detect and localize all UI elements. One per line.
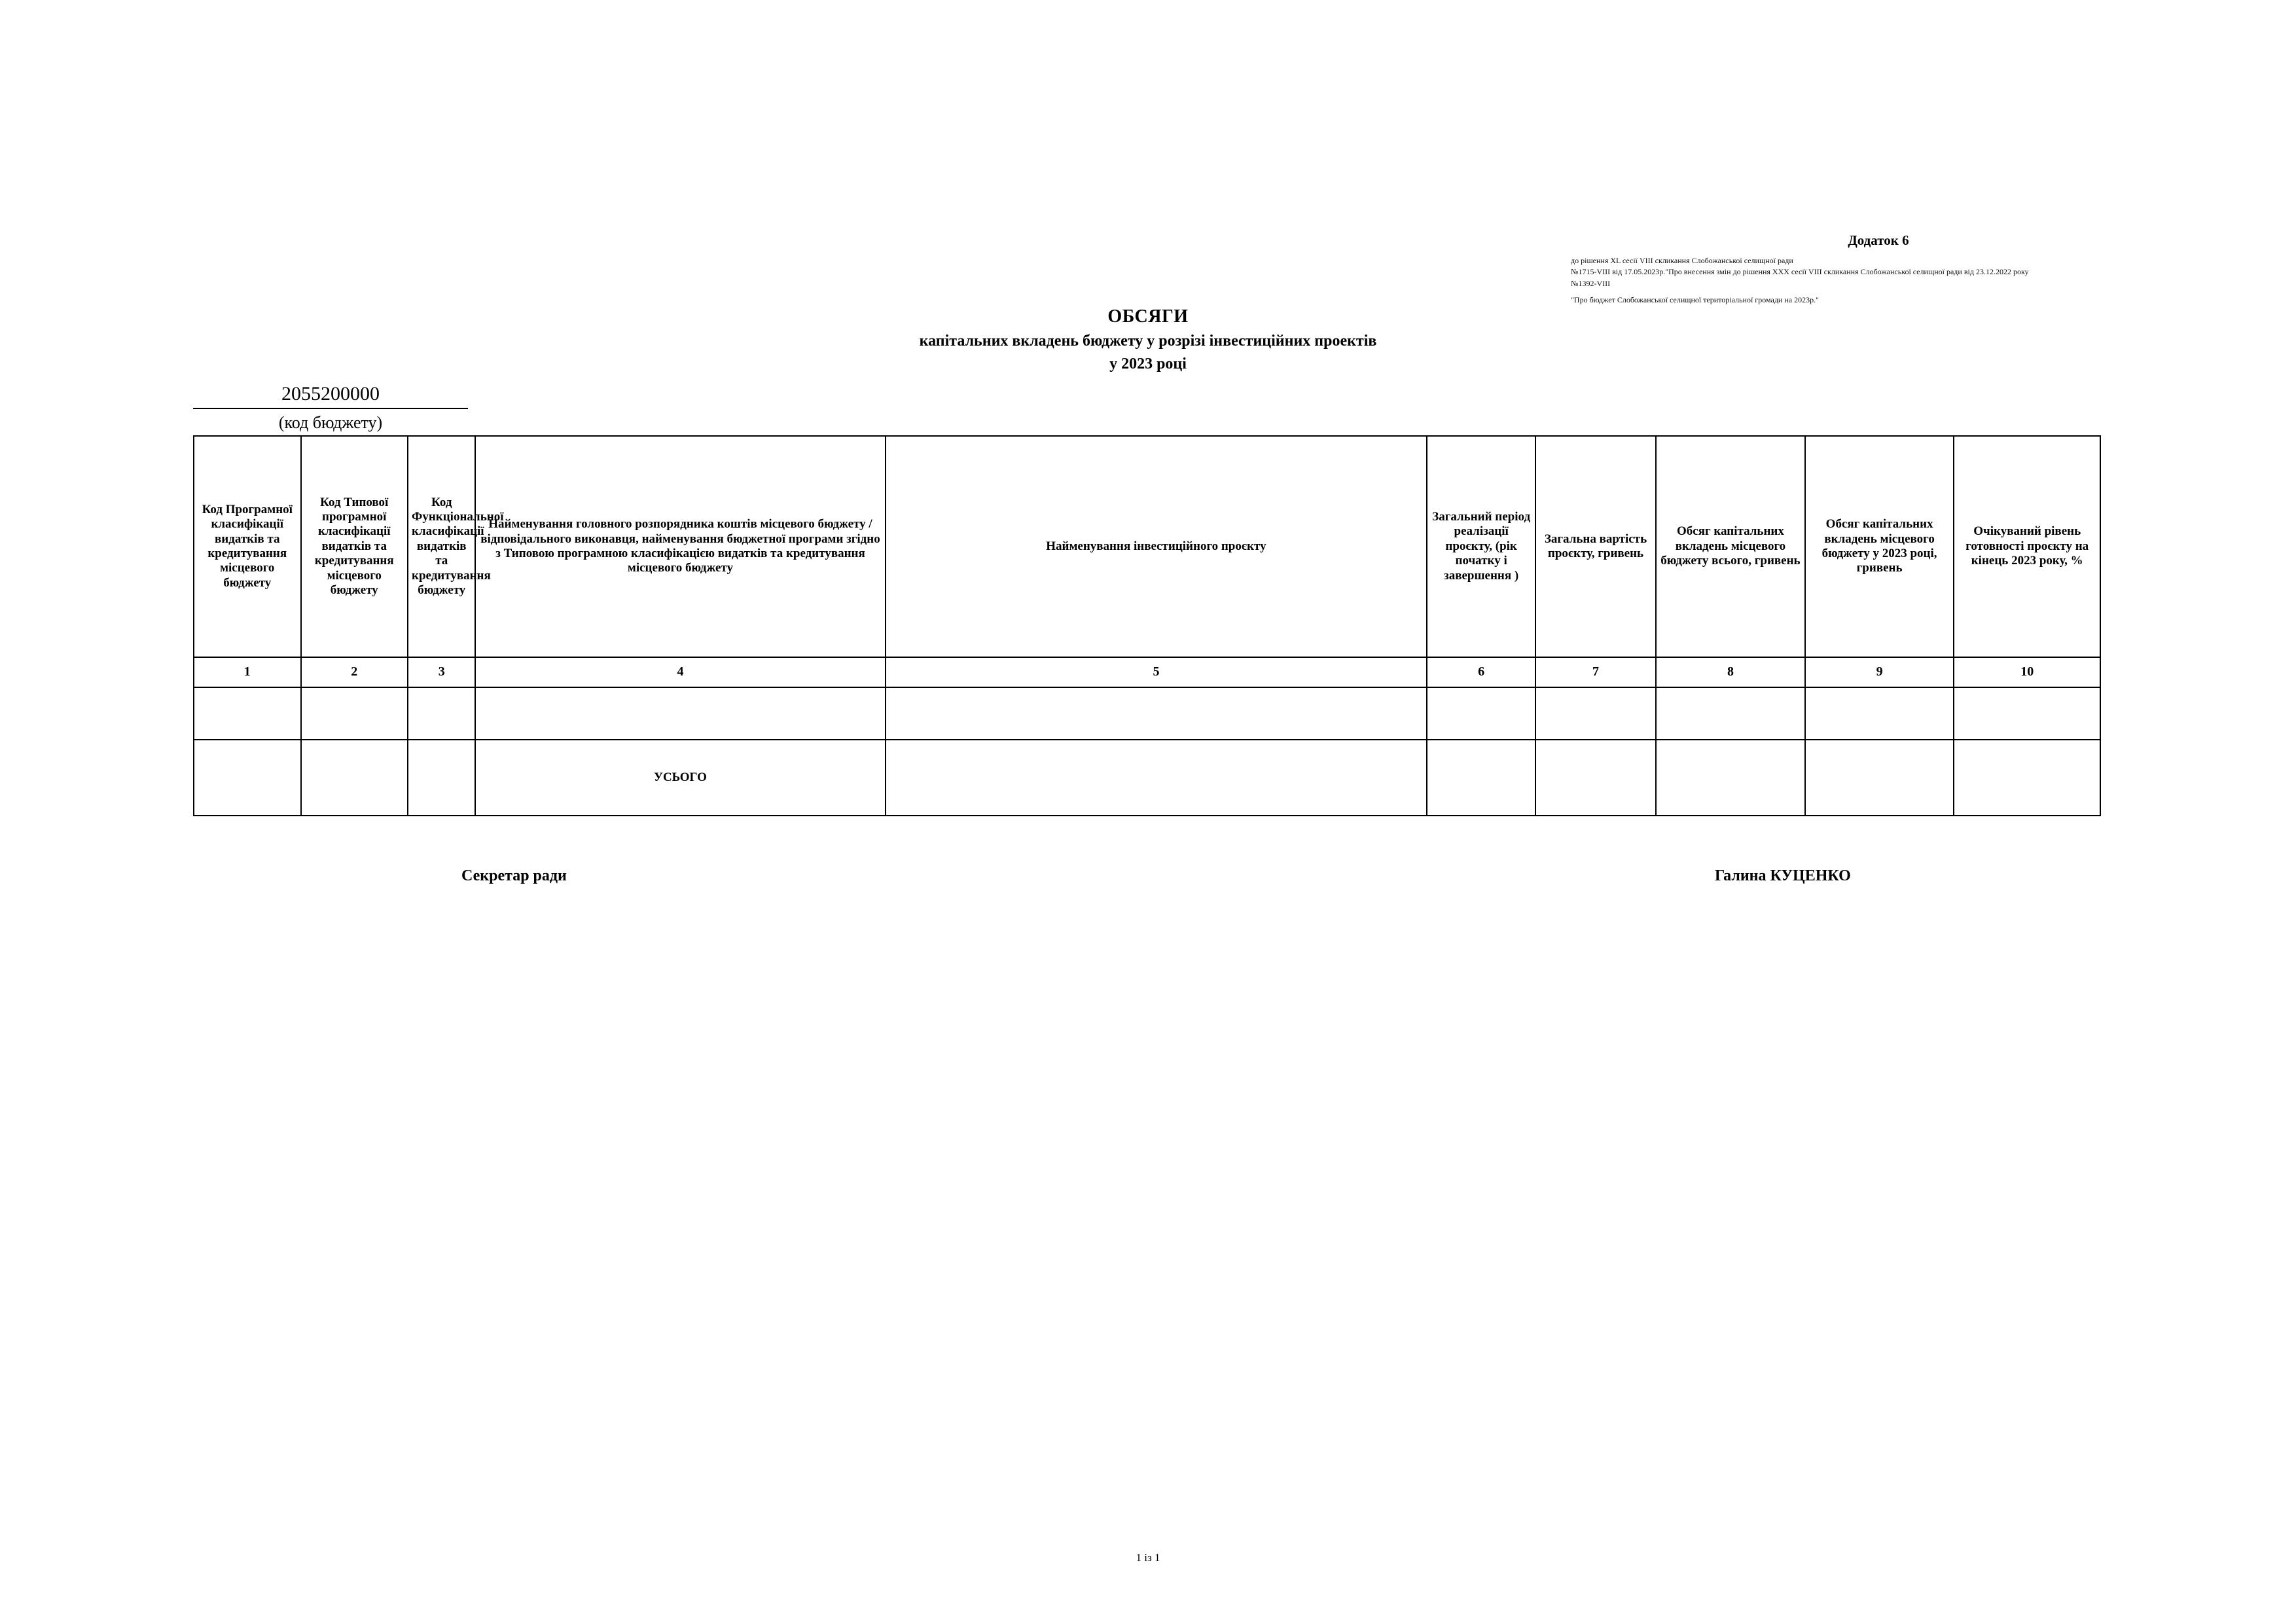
budget-code-value: 2055200000 <box>193 383 468 409</box>
col-header-functional-code: Код Функціональної класифікації видатків та кредитування бюджету <box>408 436 475 657</box>
annex-line-1: до рішення XL сесії VIII скликання Слобожанської селищної ради <box>1571 256 1793 265</box>
budget-code-label: (код бюджету) <box>278 413 383 432</box>
annex-reference-block <box>1571 232 2186 306</box>
col-header-capital-total: Обсяг капітальних вкладень місцевого бюджету всього, гривень <box>1656 436 1805 657</box>
total-cell-typical-program-code <box>301 740 408 816</box>
col-header-program-code: Код Програмної класифікації видатків та кредитування місцевого бюджету <box>194 436 301 657</box>
title-line-3: у 2023 році <box>1109 355 1187 372</box>
total-cell-functional-code <box>408 740 475 816</box>
col-header-period: Загальний період реалізації проєкту, (рік початку і завершення ) <box>1427 436 1535 657</box>
col-num-8: 8 <box>1656 657 1805 687</box>
cell-period <box>1427 687 1535 740</box>
col-header-total-cost: Загальна вартість проєкту, гривень <box>1535 436 1656 657</box>
cell-readiness <box>1954 687 2100 740</box>
col-num-9: 9 <box>1805 657 1954 687</box>
total-cell-capital-total <box>1656 740 1805 816</box>
annex-title: Додаток 6 <box>1848 232 1909 248</box>
col-header-capital-2023: Обсяг капітальних вкладень місцевого бюджету у 2023 році, гривень <box>1805 436 1954 657</box>
total-cell-program-code <box>194 740 301 816</box>
budget-code-block <box>193 383 468 433</box>
total-cell-project-name <box>886 740 1427 816</box>
cell-capital-2023 <box>1805 687 1954 740</box>
total-cell-total-cost <box>1535 740 1656 816</box>
total-cell-period <box>1427 740 1535 816</box>
signature-name: Галина КУЦЕНКО <box>1715 867 1851 884</box>
col-header-readiness: Очікуваний рівень готовності проєкту на кінець 2023 року, % <box>1954 436 2100 657</box>
table-row <box>194 687 2100 740</box>
total-cell-readiness <box>1954 740 2100 816</box>
table-column-numbers-row <box>194 657 2100 687</box>
col-num-2: 2 <box>301 657 408 687</box>
annex-line-3: №1392-VIII <box>1571 278 1611 288</box>
page-footer: 1 із 1 <box>1136 1551 1160 1564</box>
col-header-manager-name: Найменування головного розпорядника коштів місцевого бюджету / відповідального виконавця, найменування бюджетної програми згідно з Типовою програмною класифікацією видатків та кредитування місцевого бюджету <box>475 436 885 657</box>
cell-program-code <box>194 687 301 740</box>
page-title <box>0 306 2296 373</box>
col-num-5: 5 <box>886 657 1427 687</box>
col-num-6: 6 <box>1427 657 1535 687</box>
col-header-project-name: Найменування інвестиційного проєкту <box>886 436 1427 657</box>
table-header-row <box>194 436 2100 657</box>
cell-project-name <box>886 687 1427 740</box>
cell-functional-code <box>408 687 475 740</box>
annex-line-2: №1715-VIII від 17.05.2023р."Про внесення змін до рішення XXX сесії VIII скликання Слобожанської селищної ради від 23.12.2022 року <box>1571 267 2029 277</box>
total-cell-capital-2023 <box>1805 740 1954 816</box>
col-header-typical-program-code: Код Типової програмної класифікації видатків та кредитування місцевого бюджету <box>301 436 408 657</box>
cell-total-cost <box>1535 687 1656 740</box>
cell-typical-program-code <box>301 687 408 740</box>
total-label: УСЬОГО <box>475 740 885 816</box>
col-num-7: 7 <box>1535 657 1656 687</box>
cell-manager-name <box>475 687 885 740</box>
cell-capital-total <box>1656 687 1805 740</box>
col-num-3: 3 <box>408 657 475 687</box>
title-line-1: ОБСЯГИ <box>1107 306 1189 327</box>
col-num-1: 1 <box>194 657 301 687</box>
signature-role: Секретар ради <box>461 867 567 884</box>
title-line-2: капітальних вкладень бюджету у розрізі інвестиційних проектів <box>919 333 1377 350</box>
table-total-row <box>194 740 2100 816</box>
capital-investments-table <box>193 435 2101 816</box>
col-num-10: 10 <box>1954 657 2100 687</box>
col-num-4: 4 <box>475 657 885 687</box>
annex-line-4: "Про бюджет Слобожанської селищної територіальної громади на 2023р." <box>1571 295 1819 305</box>
